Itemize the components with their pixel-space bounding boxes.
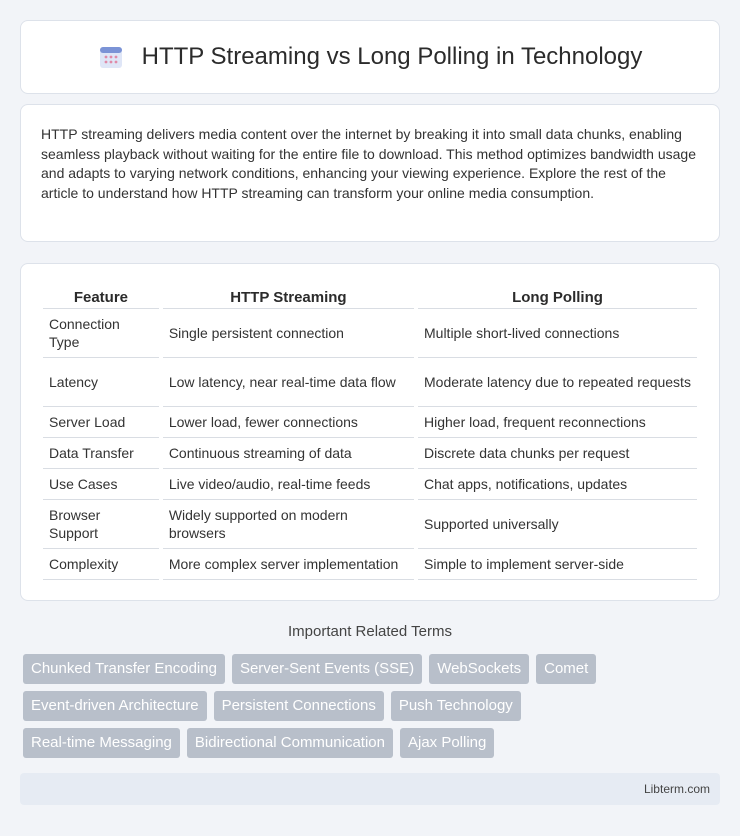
table-cell: Latency	[43, 357, 161, 406]
column-header: Feature	[43, 284, 161, 308]
tag-ajax-polling[interactable]: Ajax Polling	[400, 728, 494, 758]
table-cell: Low latency, near real-time data flow	[161, 357, 416, 406]
table-cell: Single persistent connection	[161, 308, 416, 357]
comparison-table-card	[20, 263, 720, 601]
tag-server-sent-events[interactable]: Server-Sent Events (SSE)	[232, 654, 422, 684]
table-cell: Data Transfer	[43, 437, 161, 468]
tag-real-time-messaging[interactable]: Real-time Messaging	[23, 728, 180, 758]
related-terms-tags	[23, 654, 723, 765]
table-row	[43, 499, 697, 548]
title-wrap	[98, 43, 643, 71]
table-cell: Browser Support	[43, 499, 161, 548]
tag-row	[23, 691, 723, 721]
tag-row	[23, 728, 723, 758]
table-cell: Live video/audio, real-time feeds	[161, 468, 416, 499]
table-cell: Complexity	[43, 548, 161, 579]
header-card	[20, 20, 720, 94]
related-terms-title: Important Related Terms	[288, 623, 452, 640]
tag-row	[23, 654, 723, 684]
table-row	[43, 308, 697, 357]
table-header-row	[43, 284, 697, 308]
table-row	[43, 437, 697, 468]
table-cell: Moderate latency due to repeated requests	[416, 357, 697, 406]
column-header: HTTP Streaming	[161, 284, 416, 308]
tag-chunked-transfer-encoding[interactable]: Chunked Transfer Encoding	[23, 654, 225, 684]
table-cell: Lower load, fewer connections	[161, 406, 416, 437]
table-row	[43, 406, 697, 437]
table-cell: Discrete data chunks per request	[416, 437, 697, 468]
footer-site-link[interactable]: Libterm.com	[643, 782, 710, 796]
table-row	[43, 548, 697, 579]
table-cell: Multiple short-lived connections	[416, 308, 697, 357]
tag-event-driven-architecture[interactable]: Event-driven Architecture	[23, 691, 207, 721]
tag-persistent-connections[interactable]: Persistent Connections	[214, 691, 384, 721]
tag-bidirectional-communication[interactable]: Bidirectional Communication	[187, 728, 393, 758]
table-cell: Use Cases	[43, 468, 161, 499]
table-cell: Widely supported on modern browsers	[161, 499, 416, 548]
table-cell: Higher load, frequent reconnections	[416, 406, 697, 437]
tag-push-technology[interactable]: Push Technology	[391, 691, 521, 721]
intro-text: HTTP streaming delivers media content over the internet by breaking it into small data chunks, enabling seamless playback without waiting for the entire file to download. This method optimizes bandwidth usage and adapts to varying network conditions, enhancing your viewing experience. Explore the rest of the article to understand how HTTP streaming can transform your online media consumption.	[41, 126, 696, 201]
table-cell: Continuous streaming of data	[161, 437, 416, 468]
table-row	[43, 357, 697, 406]
footer	[20, 773, 720, 805]
tag-websockets[interactable]: WebSockets	[429, 654, 529, 684]
table-cell: Server Load	[43, 406, 161, 437]
calendar-grid-icon	[98, 44, 124, 70]
comparison-table	[43, 284, 697, 580]
column-header: Long Polling	[416, 284, 697, 308]
table-cell: Simple to implement server-side	[416, 548, 697, 579]
table-cell: More complex server implementation	[161, 548, 416, 579]
table-cell: Supported universally	[416, 499, 697, 548]
table-cell: Chat apps, notifications, updates	[416, 468, 697, 499]
table-row	[43, 468, 697, 499]
intro-card	[20, 104, 720, 242]
tag-comet[interactable]: Comet	[536, 654, 596, 684]
page-title: HTTP Streaming vs Long Polling in Technology	[141, 43, 643, 70]
table-cell: Connection Type	[43, 308, 161, 357]
